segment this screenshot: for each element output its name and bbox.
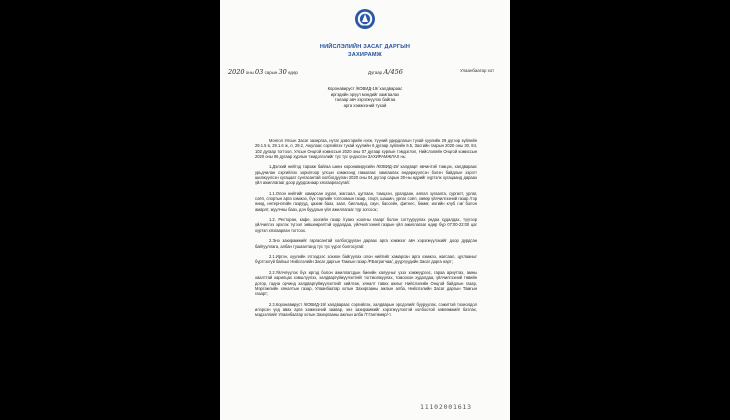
date-day-suffix: өдөр bbox=[287, 70, 298, 75]
title-line: талаар авч хэрэгжүүлэх байгаа bbox=[334, 97, 396, 103]
date-month: 03 bbox=[255, 68, 264, 76]
date-day: 30 bbox=[278, 68, 287, 76]
document-date bbox=[228, 68, 298, 76]
document-type: ЗАХИРАМЖ bbox=[348, 52, 382, 58]
document-city: Улаанбаатар хот bbox=[460, 68, 495, 73]
preamble-paragraph: Монгол Улсын Засаг захиргаа, нутаг дэвсгэрийн нэгж, түүний удирдлагын тухай хуулийн 29 дүгээр зүйлийн 29.1.5 в, 29.1.6 ж, л, 29.2, Аюулаас сэргийлэх тухай хуулийн 6 дугаар зүйлийн 6.5, Засгийн газрын 2020 оны 30, 84, 102 дугаар тогтоол, Улсын Онцгой комиссын 2020 оны 07 дугаар хурлын тэмдэглэл, Нийслэлийн Онцгой комиссын 2020 оны 06 дугаар хурлын тэмдэглэлийг тус тус үндэслэн ЗАХИРАМЖЛАХ нь: bbox=[255, 138, 477, 159]
number-value: А/456 bbox=[383, 68, 403, 76]
clause-2-3: 2.3.Коронавируст /КОВИД-19/ халдвараас сэргийлэх, халдварын эрсдэлийг бууруулах, сэжигтэй тохиолдол илэрсэн үед авах арга хэмжээний заавар, энэ захирамжийг хэрэгжүүлэхтэй холбоотой зөвлөмжийг батлах, мэдээллийг Улаанбаатар хотын Захиргааны ажлын алба /Т.Гантөмөр/-т. bbox=[255, 301, 477, 318]
document-page bbox=[220, 0, 510, 420]
document-body bbox=[255, 138, 477, 323]
title-line: Коронавируст /КОВИД-19/ халдвараас bbox=[327, 86, 403, 91]
clause-2-1: 2.1.Иргэн, хуулийн этгээдээс зохион байгуулах олон нийтийг хамарсан арга хэмжээ, жагсаал, цуглааныг бүртгэхгүй байхыг Нийслэлийн Засаг даргын Тамгын газар /Р.Батрагчаа/, дүүргүүдийн Засаг дарга нарт; bbox=[255, 254, 477, 265]
clause-1-1: 1.1.Олон нийтийг хамарсан хурал, жагсаал, цуглаан, тэмцээн, уралдаан, аялал зугаалга, сургалт, урлаг, соёл, спортын арга хэмжээ, бүх төрлийн тоглоомын газар, спорт, шашин, урлаг соёл, хөвөр үйлчилгээний газар /тэр ниид, интернэтийн газрууд, цахим бааз, заал, билльярд, саун, бассейн, фитнес, бөмөг, иогийн клуб г.м/ болон амарлт, жуулчны бааз, дэн буудлын үйл ажиллагааг түр зогсоох; bbox=[255, 190, 477, 212]
state-emblem-icon bbox=[354, 8, 376, 30]
title-line: иргэдийн эрүүл мэндийг хамгаалах bbox=[330, 91, 400, 97]
date-month-suffix: сарын bbox=[264, 70, 278, 75]
number-label: Дугаар bbox=[368, 70, 383, 75]
date-year-suffix: оны bbox=[245, 70, 254, 75]
clause-1: 1.Дэлхий нийтэд тархаж байгаа шинэ коронавирусийн /КОВИД-19/ халдварт өвчинтэй тэмцэх, халдвараас урьдчилан сэргийлэх зорилгоор улсын хэмжээнд гамшгаас хамгаалах өндөржүүлсэн бэлэн байдлын зэрэгт шилжүүлсэн хугацаат сунгасантай холбогдуулан 2020 оны 04 дүгээр сарын 30-ны өдрийг хүртэлх хугацаанд дараах үйл ажиллагааг доор дурдсанаар хязгаарласугай: bbox=[255, 164, 477, 186]
clause-2: 2.Энэ захирамжийг гаргасантай холбогдуулан дараах арга хэмжээг авч хэрэгжүүлэхийг доор дурдсан байгууллага, албан тушаалтанд тус тус үүрэг болгосугай: bbox=[255, 238, 477, 249]
document-title bbox=[220, 86, 510, 108]
date-year: 2020 bbox=[228, 68, 245, 76]
document-number bbox=[368, 68, 403, 76]
org-title: НИЙСЛЭЛИЙН ЗАСАГ ДАРГЫН bbox=[319, 44, 411, 50]
title-line: арга хэмжээний тухай bbox=[343, 102, 387, 108]
serial-stamp: 11102001613 bbox=[420, 403, 472, 411]
clause-2-2: 2.2.Үйлчлүүлэх бүх иргэд болон ажиллагсдын биеийн халууныг үзэх хэмжүүрээс, гараа ариутгах, амны хаалттай харилцах хэвшлүүлэх, халдваргүйжүүлэлтийг тогтмолжуулах, томоохон худалдаа, үйлчилгээний төвийн дотор, гадна орчинд халдваргүйжүүлэлтийг хийлгэж, хяналт тавих ажлыг Нийслэлийн Онцгой байдлын газар, Мэргэжлийн хяналтын газар, Улаанбаатар хотын Захиргааны ажлын алба, Нийслэлийн Засаг даргын Тамгын газарт; bbox=[255, 270, 477, 297]
clause-1-2: 1.2. Ресторан, кафе, зоогийн газар /гуанз хоолны газар/ болон согтууруулах ундаа худалдах, түүгээр үйлчилгээ эрхлэх түгээл зөвшөөрөлтэй худалдаа, үйлчилгээний газрын үйл ажиллагааг өдөр бүр 07:00-22:00 цаг хүртэл хязгаарлан тогтоох. bbox=[255, 217, 477, 233]
